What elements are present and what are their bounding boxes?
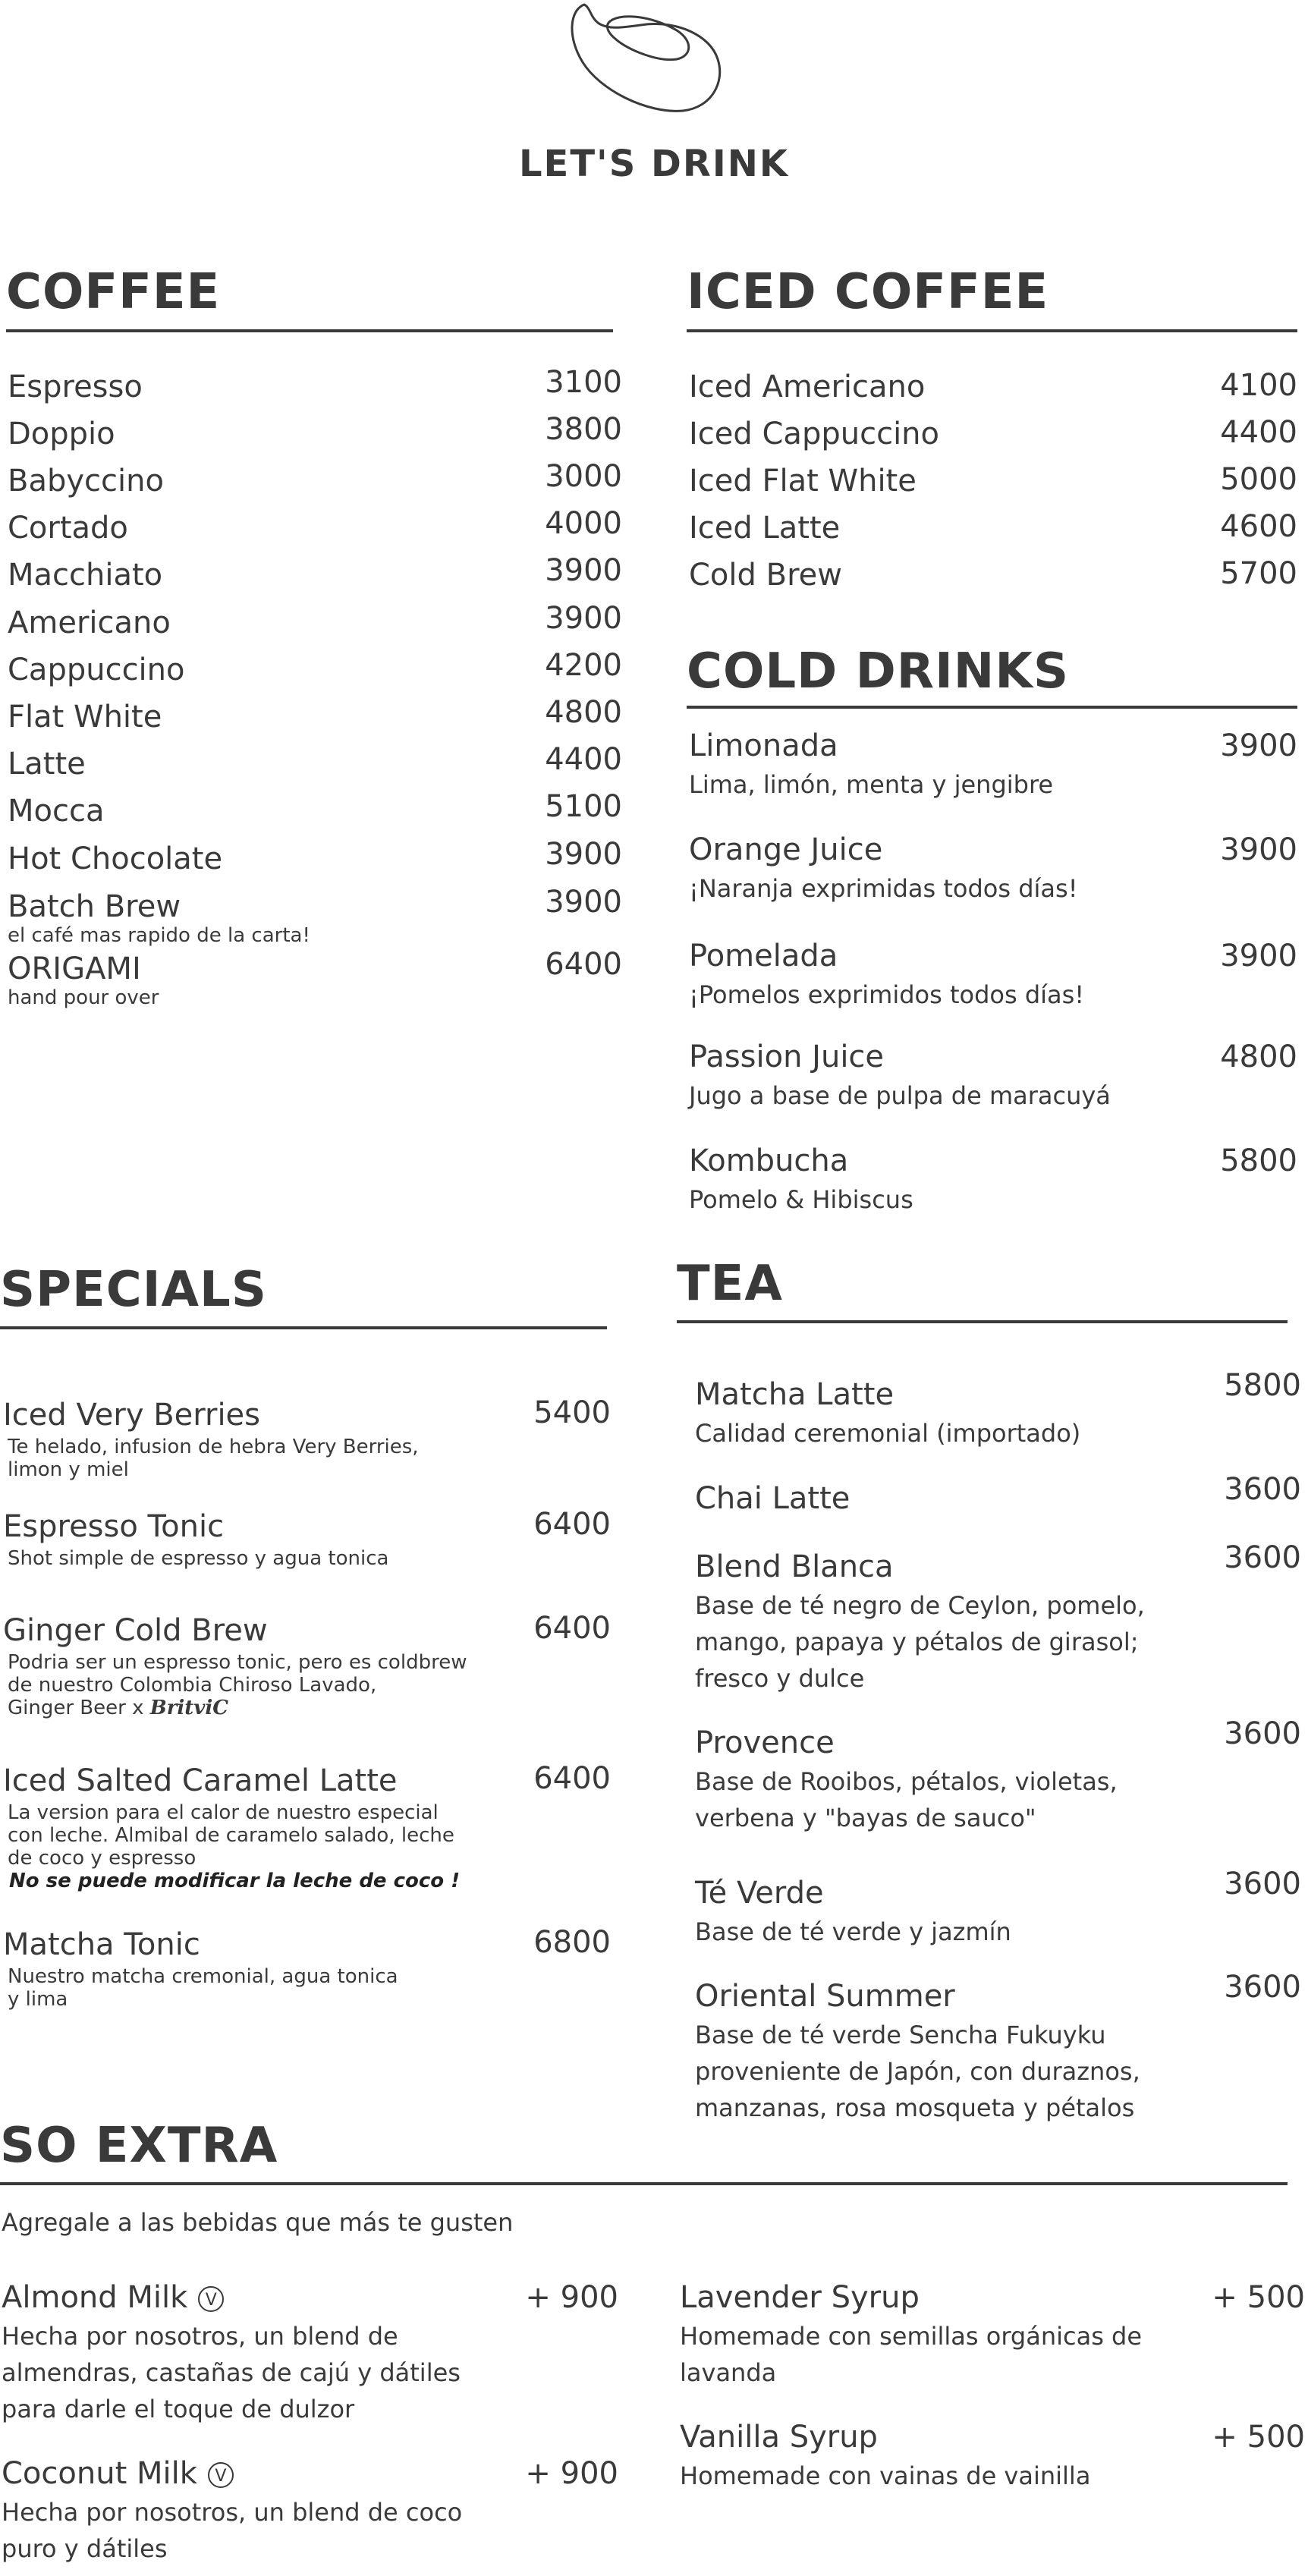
menu-item-name: Doppio — [8, 417, 115, 451]
menu-item-price: 6400 — [545, 947, 622, 982]
menu-item-name: Iced Americano — [689, 370, 926, 404]
menu-item-name-text: Vanilla Syrup — [680, 2420, 878, 2455]
menu-item-price: 4800 — [1220, 1040, 1297, 1074]
menu-item-name: Orange Juice — [689, 832, 883, 867]
menu-item-name: Iced Latte — [689, 511, 841, 546]
section-title-coffee: COFFEE — [6, 264, 221, 320]
menu-item-name: Iced Flat White — [689, 464, 917, 499]
menu-item-price: 4400 — [545, 742, 622, 777]
menu-item-description: de coco y espresso — [8, 1847, 197, 1870]
menu-item-name: Pomelada — [689, 939, 838, 973]
menu-item-name: Cold Brew — [689, 558, 842, 593]
menu-item-price: 6800 — [533, 1925, 611, 1960]
menu-item-description: Te helado, infusion de hebra Very Berries, — [8, 1436, 419, 1458]
menu-item-description: Base de té verde Sencha Fukuyku — [695, 2021, 1106, 2049]
menu-item-name — [2, 2455, 234, 2493]
menu-item-price: 5400 — [533, 1395, 611, 1430]
menu-item-name: Flat White — [8, 700, 162, 734]
menu-item-price: 3900 — [1220, 728, 1297, 763]
menu-item-description: Homemade con semillas orgánicas de — [680, 2322, 1143, 2351]
menu-item-name: Cappuccino — [8, 653, 185, 687]
menu-item-description: Hecha por nosotros, un blend de — [2, 2322, 398, 2351]
section-title-cold-drinks: COLD DRINKS — [687, 643, 1070, 700]
section-title-iced-coffee: ICED COFFEE — [687, 264, 1049, 320]
menu-item-name: Té Verde — [695, 1876, 824, 1911]
menu-item-price: 4600 — [1220, 509, 1297, 544]
vegan-badge-icon: V — [198, 2286, 224, 2312]
menu-item-price: 3600 — [1224, 1970, 1301, 2005]
menu-item-name: Blend Blanca — [695, 1549, 894, 1584]
menu-item-description: La version para el calor de nuestro especial — [8, 1801, 439, 1824]
menu-item-description: Base de Rooibos, pétalos, violetas, — [695, 1767, 1118, 1796]
menu-item-price: 3000 — [545, 459, 622, 494]
menu-item-name-text: Coconut Milk — [2, 2456, 197, 2491]
menu-item-name: Chai Latte — [695, 1481, 851, 1516]
menu-item-description: Base de té negro de Ceylon, pomelo, — [695, 1591, 1145, 1620]
brand-name: LET'S DRINK — [518, 143, 790, 185]
menu-item-name: Batch Brew — [8, 889, 181, 924]
menu-item-description: lavanda — [680, 2358, 777, 2387]
menu-item-price: 4000 — [545, 506, 622, 541]
menu-item-price: 4200 — [545, 648, 622, 683]
menu-item-name: Ginger Cold Brew — [3, 1613, 268, 1648]
section-title-specials: SPECIALS — [0, 1262, 267, 1318]
menu-item-price: 3900 — [545, 553, 622, 588]
menu-item-description: manzanas, rosa mosqueta y pétalos — [695, 2093, 1135, 2122]
menu-item-name: Kombucha — [689, 1143, 849, 1178]
menu-item-description: Lima, limón, menta y jengibre — [689, 770, 1054, 799]
menu-item-description: el café mas rapido de la carta! — [8, 924, 310, 947]
menu-item-description: Base de té verde y jazmín — [695, 1917, 1011, 1946]
menu-item-price: 3900 — [545, 885, 622, 920]
section-divider — [687, 329, 1297, 332]
menu-item-name — [2, 2279, 224, 2317]
menu-item-description: proveniente de Japón, con duraznos, — [695, 2057, 1140, 2086]
section-divider — [677, 1320, 1288, 1323]
menu-item-description: fresco y dulce — [695, 1664, 865, 1693]
menu-item-price: 6400 — [533, 1761, 611, 1796]
menu-item-price: 4100 — [1220, 368, 1297, 403]
menu-item-price: + 500 — [1212, 2280, 1305, 2315]
section-title-tea: TEA — [677, 1256, 783, 1312]
menu-item-name: ORIGAMI — [8, 951, 141, 986]
menu-item-name: Matcha Latte — [695, 1377, 895, 1412]
menu-item-name: Espresso Tonic — [3, 1509, 225, 1544]
menu-item-name — [680, 2279, 920, 2317]
menu-item-price: 3600 — [1224, 1867, 1301, 1901]
menu-item-price: 5700 — [1220, 556, 1297, 591]
menu-item-name: Hot Chocolate — [8, 841, 223, 876]
menu-item-description: de nuestro Colombia Chiroso Lavado, — [8, 1674, 377, 1697]
menu-item-description: Nuestro matcha cremonial, agua tonica — [8, 1965, 398, 1988]
menu-item-description: hand pour over — [8, 986, 159, 1009]
menu-item-description: limon y miel — [8, 1458, 129, 1481]
menu-item-price: 3900 — [1220, 939, 1297, 973]
menu-item-description: Shot simple de espresso y agua tonica — [8, 1547, 389, 1570]
menu-item-description: ¡Naranja exprimidas todos días! — [689, 874, 1078, 903]
menu-item-description: Homemade con vainas de vainilla — [680, 2461, 1091, 2490]
menu-item-description: mango, papaya y pétalos de girasol; — [695, 1628, 1139, 1656]
menu-item-price: 3900 — [545, 601, 622, 636]
menu-item-name: Limonada — [689, 728, 838, 763]
menu-item-name: Cortado — [8, 511, 128, 546]
menu-item-price: + 500 — [1212, 2420, 1305, 2455]
menu-item-name: Macchiato — [8, 558, 163, 593]
menu-item-name — [680, 2418, 878, 2456]
menu-item-name: Mocca — [8, 794, 105, 829]
menu-item-price: 3800 — [545, 412, 622, 447]
section-divider — [0, 2182, 1288, 2185]
menu-item-description: almendras, castañas de cajú y dátiles — [2, 2358, 461, 2387]
menu-item-name: Espresso — [8, 370, 143, 404]
menu-item-description: y lima — [8, 1988, 68, 2011]
menu-item-name: Americano — [8, 605, 171, 640]
menu-item-price: 6400 — [533, 1507, 611, 1542]
section-divider — [6, 329, 613, 332]
menu-item-price: 3600 — [1224, 1716, 1301, 1751]
section-divider — [687, 706, 1297, 709]
menu-item-price: 3900 — [545, 837, 622, 872]
menu-item-price: + 900 — [525, 2456, 618, 2491]
menu-item-price: + 900 — [525, 2280, 618, 2315]
menu-item-description: verbena y "bayas de sauco" — [695, 1804, 1036, 1832]
menu-item-price: 5100 — [545, 789, 622, 824]
menu-item-note: No se puede modificar la leche de coco ! — [9, 1870, 461, 1892]
so-extra-subtitle: Agregale a las bebidas que más te gusten — [2, 2208, 514, 2237]
section-title-so-extra: SO EXTRA — [0, 2118, 278, 2174]
menu-item-price: 5800 — [1224, 1368, 1301, 1403]
section-divider — [0, 1326, 607, 1329]
menu-item-price: 5000 — [1220, 462, 1297, 497]
menu-item-description-text: Ginger Beer x — [8, 1697, 150, 1719]
menu-item-name: Provence — [695, 1725, 835, 1760]
menu-item-description: Podria ser un espresso tonic, pero es coldbrew — [8, 1651, 467, 1674]
menu-item-price: 4800 — [545, 695, 622, 730]
menu-item-description — [8, 1697, 228, 1719]
vegan-badge-icon: V — [208, 2462, 234, 2488]
menu-item-name-text: Almond Milk — [2, 2280, 188, 2315]
menu-item-description: para darle el toque de dulzor — [2, 2395, 355, 2423]
menu-item-description: Hecha por nosotros, un blend de coco — [2, 2498, 463, 2527]
menu-item-description: con leche. Almibal de caramelo salado, leche — [8, 1824, 454, 1847]
menu-item-description: Pomelo & Hibiscus — [689, 1185, 913, 1214]
menu-item-price: 3600 — [1224, 1472, 1301, 1507]
menu-item-price: 3100 — [545, 365, 622, 400]
britvic-logo: BritviC — [149, 1697, 228, 1719]
menu-item-name: Babyccino — [8, 464, 164, 499]
menu-item-price: 6400 — [533, 1611, 611, 1646]
menu-item-name: Iced Very Berries — [3, 1398, 261, 1433]
menu-item-name: Oriental Summer — [695, 1979, 955, 2014]
menu-item-price: 3600 — [1224, 1540, 1301, 1575]
menu-item-description: puro y dátiles — [2, 2534, 168, 2563]
coffee-cup-icon — [563, 0, 745, 121]
menu-item-name: Iced Salted Caramel Latte — [3, 1763, 398, 1798]
menu-item-name: Passion Juice — [689, 1040, 885, 1074]
menu-item-description: Jugo a base de pulpa de maracuyá — [689, 1081, 1111, 1110]
menu-item-name-text: Lavender Syrup — [680, 2280, 920, 2315]
menu-item-name: Latte — [8, 747, 86, 782]
menu-item-price: 3900 — [1220, 832, 1297, 867]
menu-item-description: ¡Pomelos exprimidos todos días! — [689, 980, 1085, 1009]
menu-item-description: Calidad ceremonial (importado) — [695, 1419, 1081, 1448]
menu-item-price: 5800 — [1220, 1143, 1297, 1178]
menu-item-price: 4400 — [1220, 415, 1297, 450]
menu-item-name: Iced Cappuccino — [689, 417, 939, 451]
menu-item-name: Matcha Tonic — [3, 1927, 200, 1962]
